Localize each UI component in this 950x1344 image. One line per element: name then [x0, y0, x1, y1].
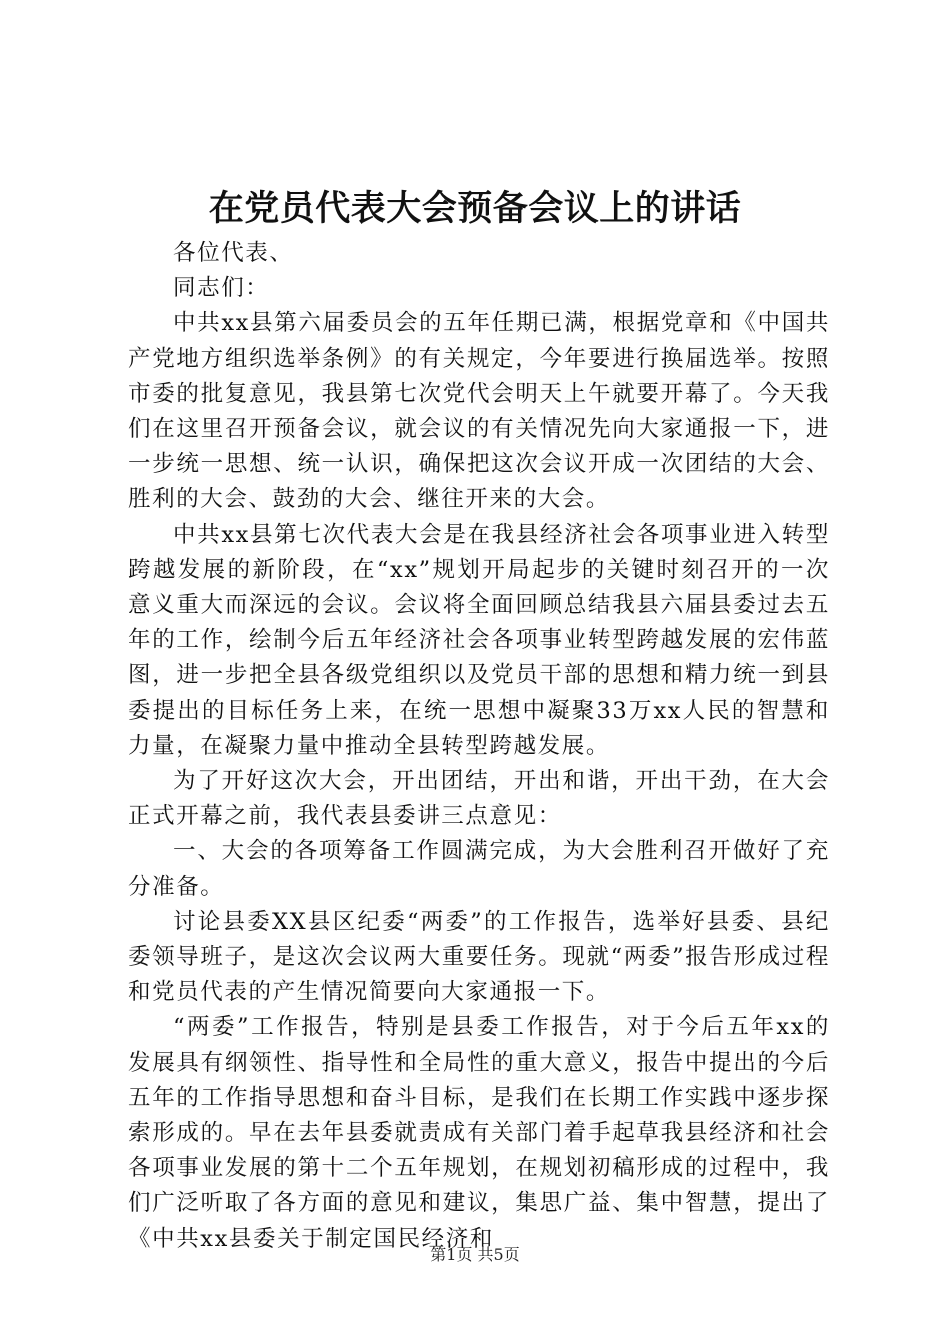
paragraph: 中共xx县第六届委员会的五年任期已满，根据党章和《中国共产党地方组织选举条例》的有关规定，今年要进行换届选举。按照市委的批复意见，我县第七次党代会明天上午就要开幕了。今天我们在这里召开预备会议，就会议的有关情况先向大家通报一下，进一步统一思想、统一认识，确保把这次会议开成一次团结的大会、胜利的大会、鼓劲的大会、继往开来的大会。: [128, 310, 830, 513]
salutation-line-2: 同志们：: [173, 275, 270, 302]
section-heading: 一、大会的各项筹备工作圆满完成，为大会胜利召开做好了充分准备。: [128, 838, 830, 900]
page-number: 第1页 共5页: [430, 1245, 520, 1264]
document-title: 在党员代表大会预备会议上的讲话: [208, 188, 742, 229]
document-body: [128, 236, 830, 1257]
paragraph: 中共xx县第七次代表大会是在我县经济社会各项事业进入转型跨越发展的新阶段，在“xx”规划开局起步的关键时刻召开的一次意义重大而深远的会议。会议将全面回顾总结我县六届县委过去五年的工作，绘制今后五年经济社会各项事业转型跨越发展的宏伟蓝图，进一步把全县各级党组织以及党员干部的思想和精力统一到县委提出的目标任务上来，在统一思想中凝聚33万xx人民的智慧和力量，在凝聚力量中推动全县转型跨越发展。: [128, 521, 830, 759]
paragraph: “两委”工作报告，特别是县委工作报告，对于今后五年xx的发展具有纲领性、指导性和全局性的重大意义，报告中提出的今后五年的工作指导思想和奋斗目标，是我们在长期工作实践中逐步探索形成的。早在去年县委就责成有关部门着手起草我县经济和社会各项事业发展的第十二个五年规划，在规划初稿形成的过程中，我们广泛听取了各方面的意见和建议，集思广益、集中智慧，提出了《中共xx县委关于制定国民经济和: [128, 1014, 830, 1252]
salutation-line-1: 各位代表、: [173, 240, 294, 266]
paragraph: 为了开好这次大会，开出团结，开出和谐，开出干劲，在大会正式开幕之前，我代表县委讲三点意见：: [128, 768, 830, 830]
paragraph: 讨论县委XX县区纪委“两委”的工作报告，选举好县委、县纪委领导班子，是这次会议两大重要任务。现就“两委”报告形成过程和党员代表的产生情况简要向大家通报一下。: [128, 908, 830, 1006]
